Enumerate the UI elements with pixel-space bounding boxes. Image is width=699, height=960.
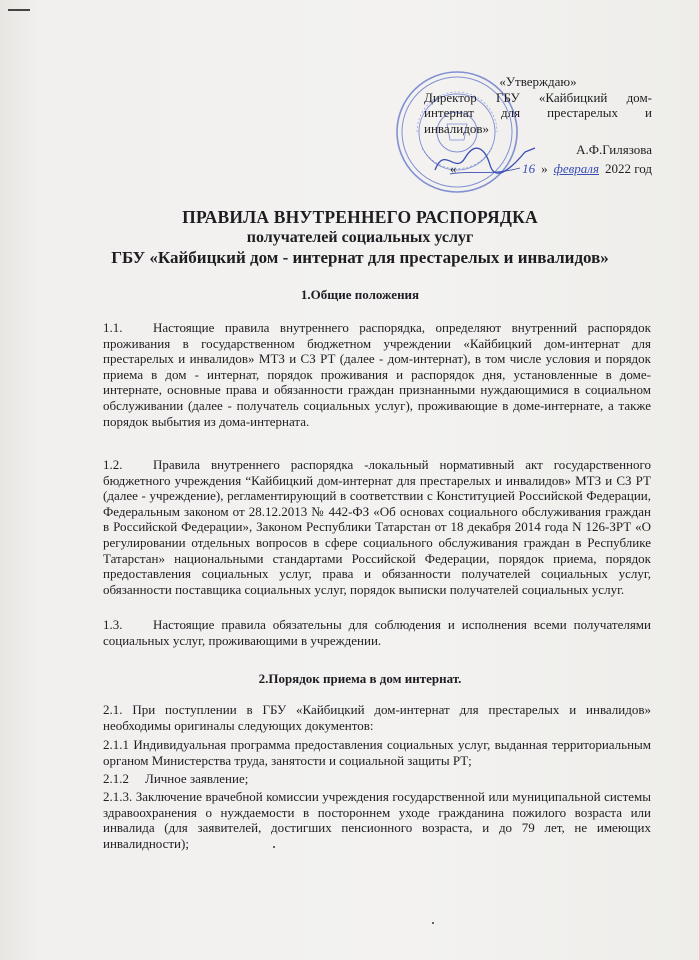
paragraph-1-1-text: Настоящие правила внутреннего распорядка, определяют внутренний распорядок проживания в государственном бюджетном учреждении «Кайбицкий дом-интернат для престарелых и инвалидов» МТЗ и СЗ РТ (далее - дом-интернат), в том числе условия и порядок приема в дом - интернат, порядок проживания и распорядок дня, установленные в доме-интернате, основные права и обязанности граждан признанными нуждающимися в социальном обслуживании (далее - получатель социальных услуг), проживающие в доме-интернате, а также порядок выбытия из дома-интерната. — [103, 320, 651, 429]
paragraph-1-2-text: Правила внутреннего распорядка -локальный нормативный акт государственного бюджетного учреждения “Кайбицкий дом-интернат для престарелых и инвалидов» МТЗ и СЗ РТ (далее - учреждение), регламентирующий в соответствии с Конституцией Российской Федерации, Федеральным законом от 28.12.2013 № 442-ФЗ «Об основах социального обслуживания граждан в Российской Федерации», Законом Республики Татарстан от 18 декабря 2014 года N 126-ЗРТ «О регулировании отдельных вопросов в сфере социального обслуживания граждан в Республике Татарстан» национальными стандартами Российской Федерации, порядок приема, порядок предоставления социальных услуг, права и обязанности получателей социальных услуг, обязанности поставщика социальных услуг, порядок выписки получателей социальных услуг. — [103, 457, 651, 597]
paragraph-2-1-1: 2.1.1 Индивидуальная программа предоставления социальных услуг, выданная территориальным органом Министерства труда, занятости и социальной защиты РТ; — [103, 737, 651, 768]
handwritten-day: 16 — [522, 160, 536, 176]
paragraph-1-1 — [103, 320, 651, 429]
title-line-2: получателей социальных услуг — [246, 229, 474, 246]
approval-director: Директор ГБУ «Кайбицкий дом- — [424, 89, 652, 105]
approval-signer: А.Ф.Гилязова — [576, 142, 652, 157]
section1-heading: 1.Общие положения — [300, 287, 420, 302]
approval-date — [424, 161, 652, 177]
approval-institution: интернат для престарелых и — [424, 105, 652, 120]
speck — [432, 922, 434, 924]
paragraph-2-1-3: 2.1.3. Заключение врачебной комиссии учреждения государственной или муниципальной системы здравоохранения о нуждаемости в постороннем уходе гражданина пожилого возраста или инвалида (для заявителей, достигших пенсионного возраста, и до 79 лет, не имеющих инвалидности); — [103, 789, 651, 851]
approval-block — [424, 74, 652, 176]
approval-heading: «Утверждаю» — [499, 74, 577, 89]
paragraph-1-1-number: 1.1. — [103, 320, 123, 335]
date-year: 2022 год — [605, 160, 652, 176]
paragraph-1-3-number: 1.3. — [103, 617, 123, 632]
corner-mark — [8, 9, 30, 11]
date-open-quote: « — [450, 160, 457, 176]
title-line-3: ГБУ «Кайбицкий дом - интернат для престарелых и инвалидов» — [111, 248, 609, 267]
document-title — [60, 207, 660, 268]
paragraph-1-2 — [103, 457, 651, 597]
section2-heading: 2.Порядок приема в дом интернат. — [258, 671, 462, 686]
paragraph-1-3 — [103, 617, 651, 648]
approval-institution-end: инвалидов» — [424, 120, 489, 136]
paragraph-2-1-2 — [103, 771, 651, 787]
paragraph-2-1: 2.1. При поступлении в ГБУ «Кайбицкий дом-интернат для престарелых и инвалидов» необходимы оригиналы следующих документов: — [103, 702, 651, 733]
paragraph-2-1-2-text: Личное заявление; — [145, 771, 249, 786]
paragraph-2-1-2-number: 2.1.2 — [103, 771, 129, 786]
paragraph-1-2-number: 1.2. — [103, 457, 123, 472]
speck — [273, 846, 275, 848]
handwritten-month: февраля — [553, 160, 599, 176]
title-line-1: ПРАВИЛА ВНУТРЕННЕГО РАСПОРЯДКА — [182, 207, 538, 227]
paragraph-1-3-text: Настоящие правила обязательны для соблюдения и исполнения всеми получателями социальных услуг, проживающими в учреждении. — [103, 617, 651, 648]
date-close-quote: » — [541, 160, 548, 176]
